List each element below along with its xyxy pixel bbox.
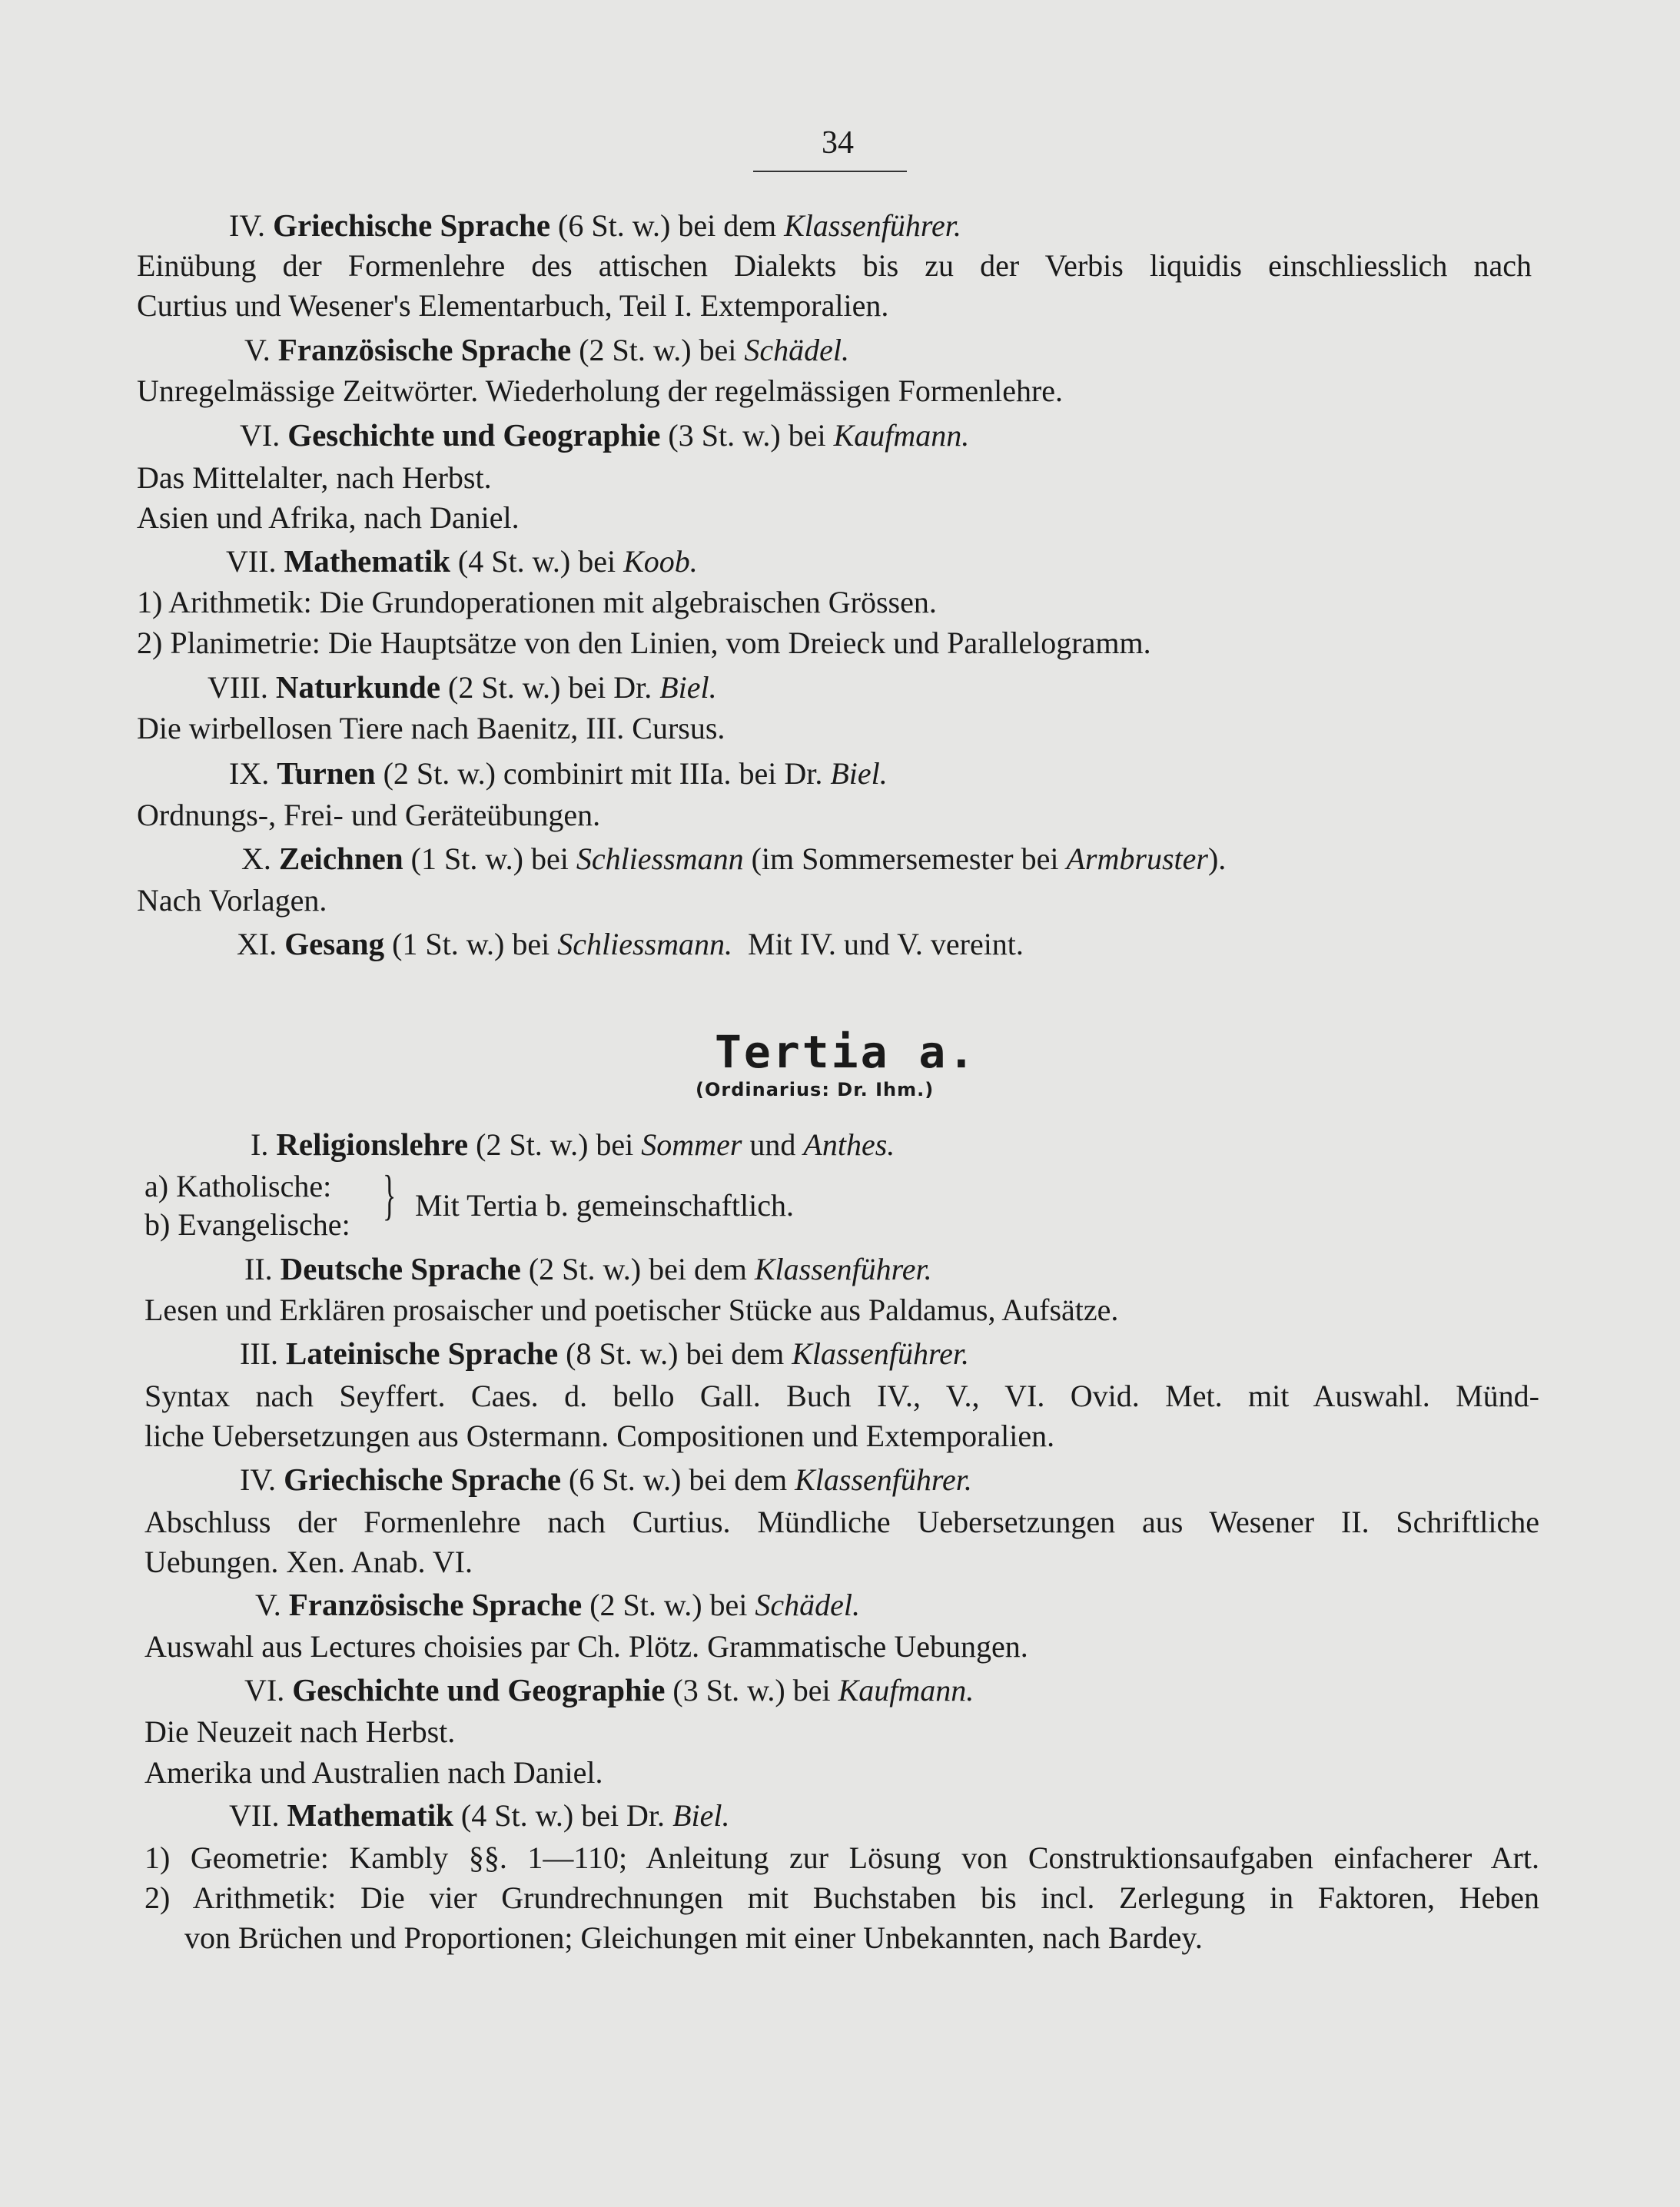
heading-gesang-1: XI. Gesang (1 St. w.) bei Schliessmann. Mit IV. und V. vereint. [237,926,1024,961]
text-line: Amerika und Australien nach Daniel. [144,1755,603,1790]
text-line: Curtius und Wesener's Elementarbuch, Teil I. Extemporalien. [137,288,889,323]
heading-naturkunde-1: VIII. Naturkunde (2 St. w.) bei Dr. Biel. [208,669,717,705]
text-line: Das Mittelalter, nach Herbst. [137,460,492,495]
text-line: Die wirbellosen Tiere nach Baenitz, III. Cursus. [137,711,725,745]
heading-griechisch-2: IV. Griechische Sprache (6 St. w.) bei dem Klassenführer. [240,1462,972,1497]
heading-turnen-1: IX. Turnen (2 St. w.) combinirt mit IIIa. bei Dr. Biel. [229,755,888,791]
heading-latein-2: III. Lateinische Sprache (8 St. w.) bei dem Klassenführer. [240,1336,969,1371]
heading-mathematik-1: VII. Mathematik (4 St. w.) bei Koob. [226,543,698,579]
heading-franzoesisch-2: V. Französische Sprache (2 St. w.) bei Schädel. [255,1587,861,1622]
page-number-rule [753,171,907,172]
section-title-tertia: Tertia a. [715,1026,978,1078]
text-line: Auswahl aus Lectures choisies par Ch. Plötz. Grammatische Uebungen. [144,1629,1028,1664]
heading-geschichte-1: VI. Geschichte und Geographie (3 St. w.) bei Kaufmann. [240,417,970,453]
text-line: Die Neuzeit nach Herbst. [144,1714,456,1749]
heading-religion-2: I. Religionslehre (2 St. w.) bei Sommer und Anthes. [251,1127,895,1162]
text-line: Ordnungs-, Frei- und Geräteübungen. [137,798,601,832]
text-line: Einübung der Formenlehre des attischen Dialekts bis zu der Verbis liquidis einschliesslich nach [137,248,1532,283]
heading-geschichte-2: VI. Geschichte und Geographie (3 St. w.) bei Kaufmann. [244,1672,974,1708]
text-line: 1) Arithmetik: Die Grundoperationen mit algebraischen Grössen. [137,585,937,619]
heading-mathematik-2: VII. Mathematik (4 St. w.) bei Dr. Biel. [229,1797,730,1833]
text-line: Abschluss der Formenlehre nach Curtius. Mündliche Uebersetzungen aus Wesener II. Schriftliche [144,1505,1539,1539]
ordinarius-note: (Ordinarius: Dr. Ihm.) [696,1079,935,1100]
text-line: Asien und Afrika, nach Daniel. [137,500,520,535]
text-line: 2) Planimetrie: Die Hauptsätze von den Linien, vom Dreieck und Parallelogramm. [137,626,1151,660]
text-line: Unregelmässige Zeitwörter. Wiederholung der regelmässigen Formenlehre. [137,373,1064,408]
text-line: 1) Geometrie: Kambly §§. 1—110; Anleitung zur Lösung von Construktionsaufgaben einfacherer Art. [144,1840,1539,1875]
religion-katholisch: a) Katholische: [144,1169,332,1203]
heading-griechisch-1: IV. Griechische Sprache (6 St. w.) bei dem Klassenführer. [229,207,961,243]
heading-deutsch-2: II. Deutsche Sprache (2 St. w.) bei dem Klassenführer. [244,1251,932,1286]
curly-brace: } [383,1164,397,1226]
text-line: 2) Arithmetik: Die vier Grundrechnungen mit Buchstaben bis incl. Zerlegung in Faktoren, Heben [144,1880,1539,1915]
text-line: Syntax nach Seyffert. Caes. d. bello Gall. Buch IV., V., VI. Ovid. Met. mit Auswahl. Münd- [144,1379,1539,1413]
heading-zeichnen-1: X. Zeichnen (1 St. w.) bei Schliessmann (im Sommersemester bei Armbruster). [241,841,1227,876]
religion-note: Mit Tertia b. gemeinschaftlich. [415,1188,794,1223]
heading-franzoesisch-1: V. Französische Sprache (2 St. w.) bei Schädel. [244,332,850,367]
religion-evangelisch: b) Evangelische: [144,1207,350,1242]
text-line: Lesen und Erklären prosaischer und poetischer Stücke aus Paldamus, Aufsätze. [144,1293,1119,1327]
text-line: von Brüchen und Proportionen; Gleichungen mit einer Unbekannten, nach Bardey. [184,1920,1203,1955]
text-line: liche Uebersetzungen aus Ostermann. Compositionen und Extemporalien. [144,1419,1055,1453]
text-line: Nach Vorlagen. [137,883,327,918]
page-number: 34 [822,125,854,161]
text-line: Uebungen. Xen. Anab. VI. [144,1545,473,1579]
